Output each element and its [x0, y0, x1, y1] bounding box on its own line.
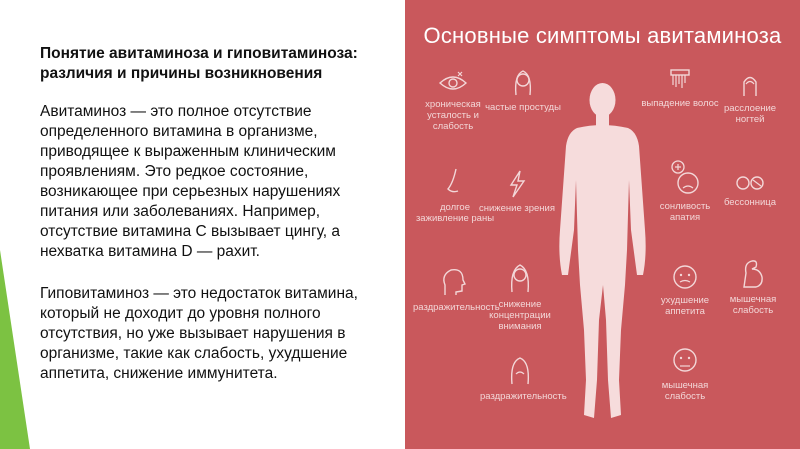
face-icon: [670, 345, 700, 377]
symptom-fatigue: хроническая усталость и слабость: [413, 70, 493, 132]
face-pain-icon: [668, 158, 702, 198]
nose-icon: [440, 165, 470, 199]
woman-head-icon: [508, 65, 538, 99]
symptom-muscle-weakness: мышечная слабость: [713, 255, 793, 316]
symptom-muscle-weakness-2: мышечная слабость: [645, 345, 725, 402]
symptom-irritability: раздражительность: [413, 265, 493, 313]
section-heading: Понятие авитаминоза и гиповитаминоза: различия и причины возникновения: [40, 45, 358, 82]
nail-icon: [735, 70, 765, 100]
symptom-appetite: ухудшение аппетита: [645, 262, 725, 317]
comb-icon: [665, 65, 695, 95]
infographic-panel: [405, 0, 800, 449]
symptom-apathy: сонливость апатия: [645, 158, 725, 223]
lightning-icon: [502, 168, 532, 200]
muscle-icon: [738, 255, 768, 291]
text-column: [40, 44, 390, 406]
woman-face-icon: [505, 352, 535, 388]
pills-icon: [733, 172, 767, 194]
symptom-wound-healing: долгое заживление раны: [415, 165, 495, 224]
hypovitaminosis-definition: Гиповитаминоз — это недостаток витамина, который не доходит до уровня полного отсутствия, но уже вызывает нарушения в организме, такие как слабость, ухудшение аппетита, снижение иммунитета.: [40, 285, 358, 382]
head-profile-icon: [437, 265, 469, 299]
symptom-hair-loss: выпадение волос: [640, 65, 720, 109]
human-body-figure: [555, 80, 650, 430]
infographic-title: Основные симптомы авитаминоза: [423, 23, 782, 48]
symptom-nails: расслоение ногтей: [710, 70, 790, 125]
woman-head-icon: [505, 258, 535, 296]
symptom-insomnia: бессонница: [710, 172, 790, 208]
face-icon: [670, 262, 700, 292]
symptom-vision: снижение зрения: [477, 168, 557, 214]
symptom-irritability-2: раздражительность: [480, 352, 560, 402]
symptom-concentration: снижение концентрации внимания: [480, 258, 560, 332]
avitaminosis-definition: Авитаминоз — это полное отсутствие определенного витамина в организме, приводящее к выраженным клиническим проявлениям. Это редкое состояние, возникающее при серьезных нарушениях питания или заболеваниях. Например, отсутствие витамина C вызывает цингу, а нехватка витамина D — рахит.: [40, 103, 341, 260]
eye-icon: [438, 70, 468, 96]
symptom-colds: частые простуды: [483, 65, 563, 113]
